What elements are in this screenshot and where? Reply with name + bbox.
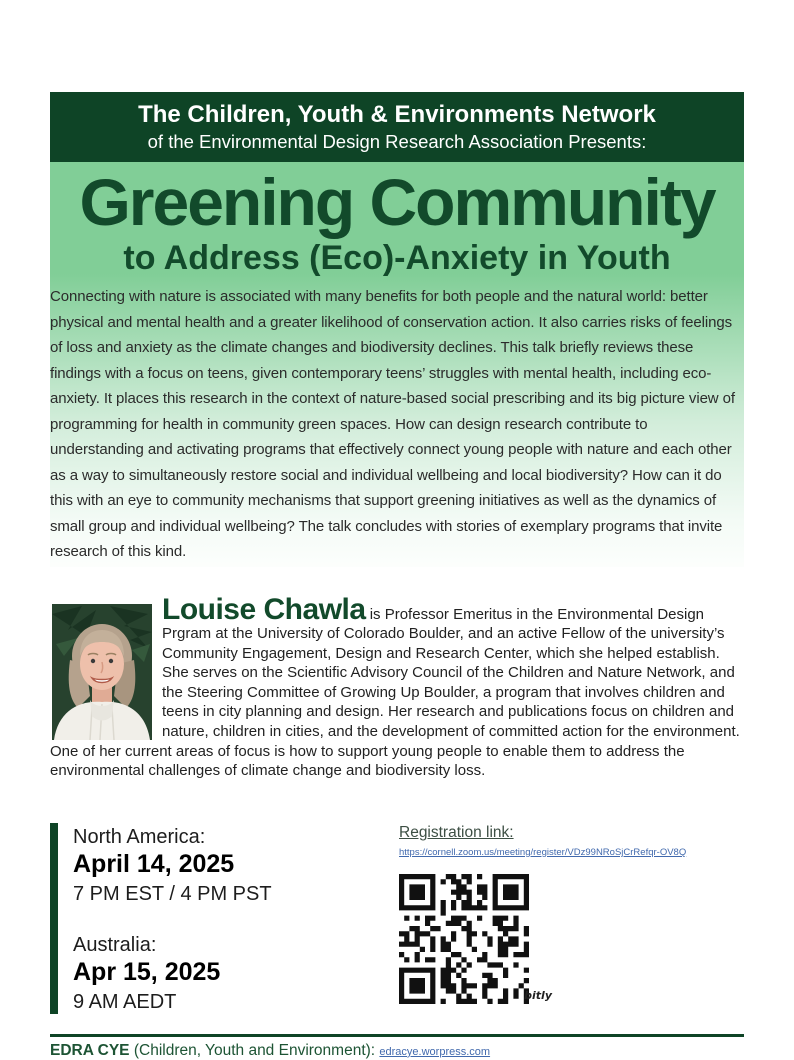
schedule-north-america bbox=[73, 825, 397, 906]
event-title: Greening Community bbox=[79, 165, 715, 239]
hero-section bbox=[50, 162, 744, 567]
registration-link[interactable]: https://cornell.zoom.us/meeting/register/VDz99NRoSjCrRefqr-OV8Q bbox=[399, 846, 687, 858]
region-label: Australia: bbox=[73, 933, 157, 956]
region-label: North America: bbox=[73, 825, 206, 848]
footer-description: (Children, Youth and Environment): bbox=[129, 1041, 380, 1059]
footer bbox=[50, 1034, 744, 1060]
speaker-bio-section bbox=[50, 592, 744, 781]
event-date: Apr 15, 2025 bbox=[73, 957, 221, 986]
registration bbox=[397, 823, 744, 1014]
footer-org-name: EDRA CYE bbox=[50, 1041, 130, 1059]
masthead bbox=[50, 92, 744, 162]
qr-code bbox=[399, 874, 552, 1004]
network-name: The Children, Youth & Environments Network bbox=[138, 101, 656, 128]
bio-text: is Professor Emeritus in the Environmental Design Prgram at the University of Colorado Boulder, and an active Fellow of the university’s Community Engagement, Design and Research Center, which she helped establish. She serves on the Scientific Advisory Council of the Children and Nature Network, and the Steering Committee of Growing Up Boulder, a program that involves children and teens in city planning and design. Her research and publications focus on children and nature, children in cities, and the development of committed action for the environment. One of her current areas of focus is how to support young people to enable them to address the environmental challenges of climate change and biodiversity loss. bbox=[50, 605, 740, 780]
flyer bbox=[50, 92, 744, 1060]
abstract-text: Connecting with nature is associated with many benefits for both people and the natural world: better physical and mental health and a greater likelihood of conservation action. It also carries risks of feelings of loss and anxiety as the climate changes and biodiversity declines. This talk briefly reviews these findings with a focus on teens, given contemporary teens’ struggles with mental health, including eco-anxiety. It places this research in the context of nature-based social prescribing and its big picture view of programming for health in community green spaces. How can design research contribute to understanding and activating programs that effectively connect young people with nature and each other as a way to simultaneously restore social and individual wellbeing and local biodiversity? How can it do this with an eye to community mechanisms that support greening initiatives as well as the dynamics of small group and individual wellbeing? The talk concludes with stories of exemplary programs that invite research of this kind. bbox=[50, 288, 735, 560]
event-subtitle: to Address (Eco)-Anxiety in Youth bbox=[123, 239, 671, 277]
speaker-name: Louise Chawla bbox=[162, 592, 366, 626]
event-time: 7 PM EST / 4 PM PST bbox=[73, 882, 272, 905]
bitly-logo: bitly bbox=[524, 988, 552, 1002]
bio-paragraph bbox=[50, 592, 744, 781]
info-row bbox=[50, 823, 744, 1014]
speaker-photo bbox=[52, 604, 152, 740]
presents-line: of the Environmental Design Research Association Presents: bbox=[147, 131, 647, 152]
event-date: April 14, 2025 bbox=[73, 849, 235, 878]
footer-website-link[interactable]: edracye.worpress.com bbox=[379, 1045, 491, 1058]
registration-heading: Registration link: bbox=[399, 823, 514, 841]
schedule bbox=[50, 823, 397, 1014]
event-time: 9 AM AEDT bbox=[73, 990, 177, 1013]
schedule-australia bbox=[73, 933, 397, 1014]
